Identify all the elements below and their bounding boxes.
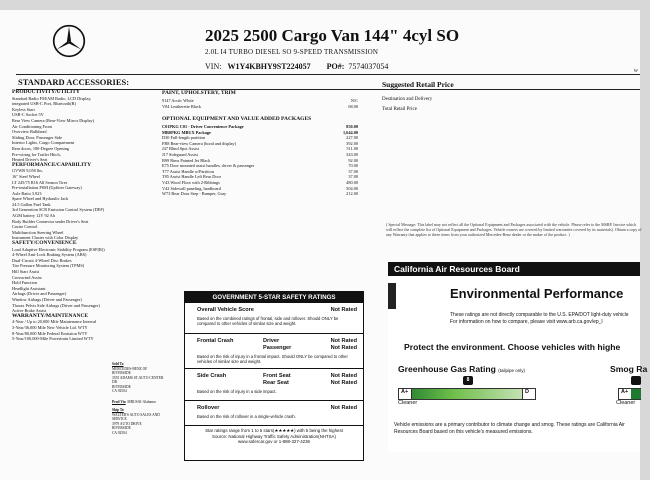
list-item: Sliding Door, Passenger Side [12,134,63,140]
side-front-rating: Not Rated [330,373,357,379]
safety-footer-line: Source: National Highway Traffic Safety Administration(NHTSA) [212,433,336,439]
group-heading: SAFETY/CONVENIENCE [12,240,77,247]
option-row: J47 Blind Spot Assist 511.00 [162,146,358,152]
side-desc: Based on the risk of injury in a side impact. [197,389,277,394]
po-label: PO#: [326,62,345,71]
list-item: 3rd Generation SCR Emission Control System (DEF) [12,207,105,213]
side-rear-rating: Not Rated [330,380,357,386]
list-item: integrated USB-C Port, Bluetooth(R) [12,101,76,107]
option-row: W73 Rear Door Step - Bumper, Gray 212.00 [162,191,358,197]
ghg-right-label: D [525,389,529,395]
ship-to-line: 3979 AUTO DRIVE [112,421,142,426]
env-subtitle [450,312,650,325]
destination-label: Destination and Delivery [382,97,433,102]
list-item: GVWR 9,050 lbs. [12,168,44,174]
paint-heading: PAINT, UPHOLSTERY, TRIM [162,90,236,96]
special-message: ( Special Message: This label may not reflect all the Optional Equipment and Packages associated with the vehicle. Please refer to the MSRP. Invoice which will reflect the complete list of Optional Equipment and Packages. Vehicle owners are covered by limited warranties covered by its materials). Obtain a copy of any Warranty that applies to these items from your authorized Mercedes-Benz dealer or the maker of the product. ) [386,222,642,238]
list-item: Headlight Assistant [12,285,46,291]
list-item: 24.5 Gallon Fuel Tank [12,201,51,207]
option-row: J17 Sideguard Assist 343.00 [162,151,358,157]
vin-row [205,62,388,71]
section-rule [16,89,640,90]
prod-via-value: MBUSAI-Alabama [127,399,156,404]
ship-to-line: WALTER'S AUTO SALES AND SERVICE [112,412,160,421]
safety-footer-line: www.safercar.gov or 1-888-327-4236 [238,439,310,445]
list-item: Dual-Circuit 4-Wheel Disc Brakes [12,257,72,263]
option-row: B99 Rims Painted Jet Black 92.00 [162,157,358,163]
safety-footer-line: Star ratings range from 1 to 5 stars(★★★★★) with 5 being the highest [205,428,343,433]
price-heading: Suggested Retail Price [382,80,454,89]
option-row: C01PKG C01 - Driver Convenience Package 850.00 [162,124,358,129]
rollover-rating: Not Rated [330,405,357,411]
ghg-left-label: A+ [401,389,409,395]
list-item: Window Airbags (Driver and Passenger) [12,296,82,302]
frontal-desc: Based on the risk of injury in a frontal impact. Should ONLY be compared to other vehicles of similar size and weight. [197,354,348,364]
rollover-title: Rollover [197,405,220,411]
vin-value: W1Y4KBHY9ST224057 [227,62,311,71]
sold-to-label: Sold To [112,362,124,366]
sold-to-line: 3555 ADAMS ST,AUTO CENTER DR [112,375,164,384]
list-item: 4-Year / Up to 20,000 Mile Maintenance Interval [12,319,97,325]
list-item: Pre-installation PSM (Upfitter Gateway) [12,185,82,191]
overall-title: Overall Vehicle Score [197,307,254,313]
smog-cleaner-label: Cleaner [616,400,636,406]
list-item: LT 245/75 R16 All Season Tires [12,179,68,185]
safety-heading: GOVERNMENT 5-STAR SAFETY RATINGS [185,292,363,303]
list-item: Body Builder Connector under Driver's Seat [12,218,89,224]
list-item: Active Brake Assist [12,308,47,314]
carb-heading: California Air Resources Board [388,262,640,276]
header-rule [16,74,640,75]
list-item: Thorax Pelvis Side Airbags (Driver and Passenger) [12,302,100,308]
frontal-driver-label: Driver [263,338,280,344]
env-accent-bar [388,283,396,309]
paint-row: 9147 Arctic White N/C [162,98,358,103]
engine-description: 2.0L I4 TURBO DIESEL SO 9-SPEED TRANSMISSION [205,48,379,56]
option-row: T77 Assist Handle w/Partition 37.00 [162,168,358,174]
side-front-label: Front Seat [263,373,291,379]
overall-score-row [185,303,363,334]
side-crash-row [185,369,363,401]
rollover-desc: Based on the risk of rollover in a single-vehicle crash. [197,414,296,419]
list-item: USB-C Socket 5V [12,112,44,118]
list-item: Air Conditioning Front [12,123,52,129]
right-code: W [633,68,638,73]
ghg-cleaner-label: Cleaner [398,400,418,406]
side-rear-label: Rear Seat [263,380,289,386]
protect-message: Protect the environment. Choose vehicles with highe [404,342,621,352]
list-item: Crosswind Assist [12,274,42,280]
rollover-row [185,401,363,426]
list-item: Spare Wheel and Hydraulic Jack [12,196,69,202]
frontal-crash-row [185,334,363,369]
option-row: V43 Wood Floor with 2-Ribbings 480.00 [162,179,358,185]
option-row: T85 Assist Handle Left Rear Door 37.00 [162,174,358,180]
overall-rating: Not Rated [330,307,357,313]
list-item: 3-Year/36,000 Mile New Vehicle Ltd. WTY [12,324,88,330]
ship-to-line: RIVERSIDE [112,426,131,430]
po-value: 7574037054 [348,62,389,71]
sold-to-line: RIVERSIDE [112,384,131,389]
standard-accessories-heading: STANDARD ACCESSORIES: [18,77,130,87]
list-item: Rear View Camera (Rear-View Mirror Display) [12,117,95,123]
ghg-scale [398,388,536,400]
option-row: D30 Full-length partition 227.00 [162,135,358,141]
option-row: FR8 Rear-view Camera (hood and display) 392.00 [162,140,358,146]
list-item: Hill Start Assist [12,269,40,274]
side-title: Side Crash [197,373,227,379]
list-item: Tire Pressure Monitoring System (TPMS) [12,263,85,269]
smog-marker [631,376,641,385]
safety-ratings-box [184,291,364,461]
list-item: 4-Wheel Anti-Lock Braking System (ABS) [12,252,87,258]
list-item: Standard Radio FM/AM Radio, LCD Display, [12,95,92,101]
env-subtitle-line: For information on how to compare, please visit www.arb.ca.gov/ep_l [450,318,603,325]
list-item: 8-Year/80,000 Mile Federal Emission WTY [12,330,88,336]
standard-accessories-list [12,90,105,342]
frontal-title: Frontal Crash [197,338,234,344]
safety-footer [185,426,363,445]
ship-to-line: CA 92504 [112,430,127,435]
option-row: V42 Sidewall paneling, hardboard 504.00 [162,185,358,191]
smog-left-label: A+ [621,389,629,395]
ship-to-label: Ship To [112,408,124,412]
group-heading: WARRANTY/MAINTENANCE [12,312,89,319]
ghg-marker: 8 [463,376,473,385]
list-item: Hold Function [12,280,37,286]
paint-list [162,98,358,109]
carb-panel [388,262,648,452]
frontal-driver-rating: Not Rated [330,338,357,344]
list-item: Overview Bulkhead [12,129,47,135]
options-heading: OPTIONAL EQUIPMENT AND VALUE ADDED PACKAGES [162,116,312,122]
group-heading: PERFORMANCE/CAPABILITY [12,161,92,168]
list-item: Airbags (Driver and Passenger) [12,291,67,297]
list-item: Multifunction Steering Wheel [12,229,64,235]
prod-via-label: Prod Via [112,399,126,404]
paint-row: V84 Leatherette Black 68.00 [162,103,358,109]
list-item: 5-Year/100,000-Mile Powertrain Limited WTY [12,336,94,342]
options-list [162,124,358,197]
list-item: Interior Lights, Cargo Compartment [12,140,75,146]
env-title: Environmental Performance [450,286,624,301]
list-item: Cruise Control [12,224,38,230]
frontal-passenger-label: Passenger [263,345,292,351]
carb-footer: Vehicle emissions are a primary contributor to climate change and smog. These ratings are California Air Resources Board based on this vehicle's measured emissions. [394,422,625,435]
ghg-title: Greenhouse Gas Rating (tailpipe only) [398,364,526,374]
ghg-subtitle: (tailpipe only) [498,368,526,373]
list-item: Heated Driver's Seat [12,157,48,163]
sold-to-line: MERCEDES-BENZ OF RIVERSIDE [112,366,148,375]
frontal-passenger-rating: Not Rated [330,345,357,351]
option-row: MB0PKG MBUX Package 1,644.00 [162,129,358,135]
list-item: Instrument Cluster with Color Display [12,235,79,241]
smog-title: Smog Ra [610,364,648,374]
group-heading: PRODUCTIVITY/UTILITY [12,89,80,95]
list-item: 16" Steel Wheel [12,173,40,179]
list-item: Keyless Start [12,106,35,112]
sold-to-line: CA 92504 [112,389,127,393]
vin-label: VIN: [205,62,222,71]
monroney-sticker [0,10,648,480]
dealer-info [112,362,164,435]
vehicle-title: 2025 2500 Cargo Van 144" 4cyl SO [205,26,460,45]
list-item: Load Adaptive Electronic Stability Program (ESP(R)) [12,246,105,252]
env-subtitle-line: These ratings are not directly comparable to the U.S. EPA/DOT light-duty vehicle [450,312,629,318]
list-item: Rear doors, 180-Degree Opening [12,145,70,151]
mercedes-star-logo-icon [52,24,86,58]
list-item: Axle Ratio 3.923 [12,190,42,196]
overall-desc: Based on the combined ratings of frontal, side and rollover. Should ONLY be compared to other vehicles of similar size and weight. [197,316,339,326]
option-row: E75 Door mounted assist handles, driver & passenger 70.00 [162,163,358,169]
list-item: AGM battery 12V 92 Ah [12,213,55,219]
list-item: Pre-wiring for Trailer Hitch, [12,151,61,157]
total-price-label: Total Retail Price [382,107,417,112]
